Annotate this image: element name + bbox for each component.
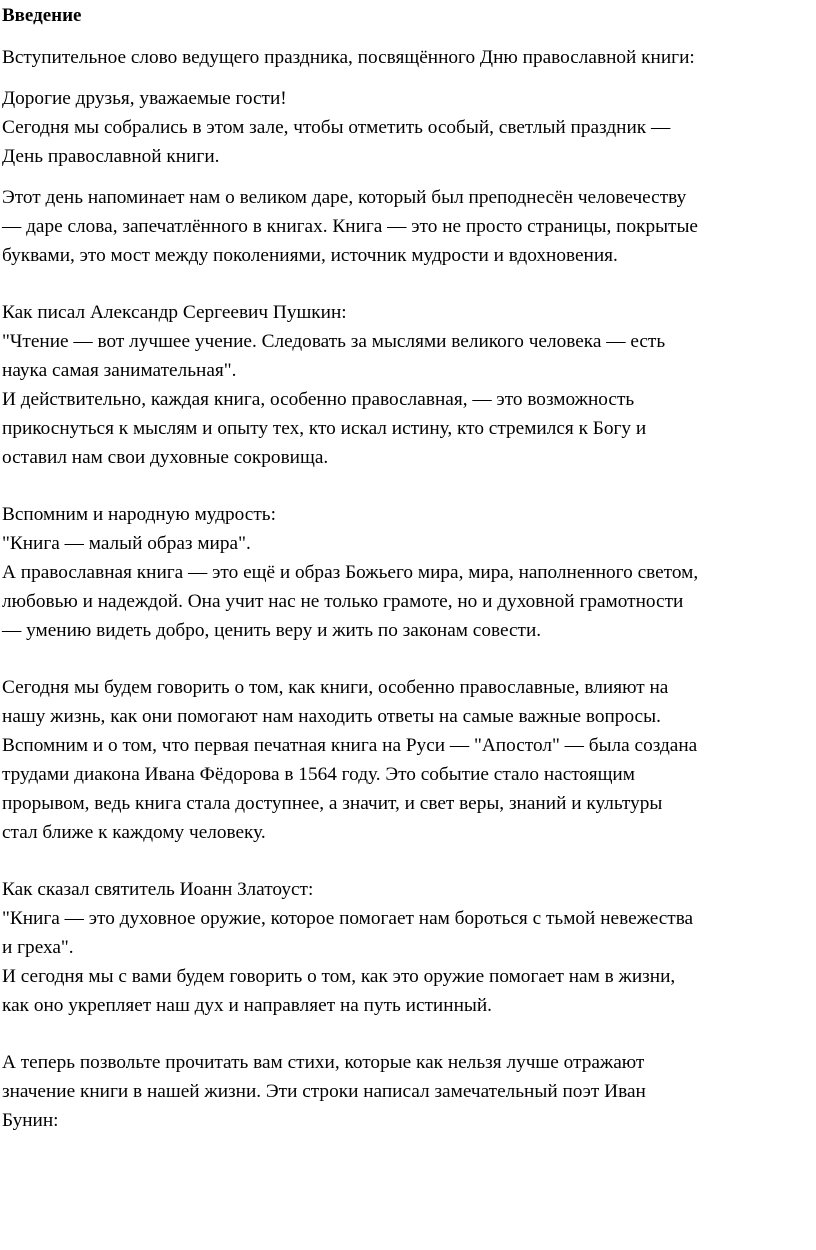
text-line: значение книги в нашей жизни. Эти строки написал замечательный поэт Иван bbox=[2, 1081, 646, 1102]
text-line: Сегодня мы собрались в этом зале, чтобы отметить особый, светлый праздник — bbox=[2, 117, 671, 138]
text-line: наука самая занимательная". bbox=[2, 360, 237, 381]
folk-wisdom-paragraph bbox=[2, 500, 812, 645]
text-line: Как писал Александр Сергеевич Пушкин: bbox=[2, 302, 347, 323]
gift-paragraph bbox=[2, 183, 812, 270]
chrysostom-paragraph bbox=[2, 875, 812, 1020]
heading: Введение bbox=[2, 5, 82, 26]
spacer bbox=[2, 270, 812, 298]
text-line: Этот день напоминает нам о великом даре, который был преподнесён человечеству bbox=[2, 187, 687, 208]
text-line: Бунин: bbox=[2, 1110, 59, 1131]
text-line: "Чтение — вот лучшее учение. Следовать за мыслями великого человека — есть bbox=[2, 331, 666, 352]
greeting-paragraph bbox=[2, 84, 812, 171]
text-line: — даре слова, запечатлённого в книгах. Книга — это не просто страницы, покрытые bbox=[2, 216, 698, 237]
text-line: буквами, это мост между поколениями, источник мудрости и вдохновения. bbox=[2, 245, 618, 266]
text-line: прикоснуться к мыслям и опыту тех, кто искал истину, кто стремился к Богу и bbox=[2, 418, 647, 439]
spacer bbox=[2, 847, 812, 875]
text-line: А теперь позвольте прочитать вам стихи, которые как нельзя лучше отражают bbox=[2, 1052, 645, 1073]
spacer bbox=[2, 472, 812, 500]
spacer bbox=[2, 171, 812, 183]
spacer bbox=[2, 1020, 812, 1048]
intro-paragraph bbox=[2, 43, 812, 72]
text-line: любовью и надеждой. Она учит нас не только грамоте, но и духовной грамотности bbox=[2, 591, 684, 612]
spacer bbox=[2, 72, 812, 84]
text-line: Как сказал святитель Иоанн Златоуст: bbox=[2, 879, 314, 900]
text-line: нашу жизнь, как они помогают нам находить ответы на самые важные вопросы. bbox=[2, 706, 661, 727]
bunin-paragraph bbox=[2, 1048, 812, 1135]
text-line: Дорогие друзья, уважаемые гости! bbox=[2, 88, 287, 109]
text-line: оставил нам свои духовные сокровища. bbox=[2, 447, 329, 468]
text-line: И сегодня мы с вами будем говорить о том, как это оружие помогает нам в жизни, bbox=[2, 966, 676, 987]
text-line: "Книга — это духовное оружие, которое помогает нам бороться с тьмой невежества bbox=[2, 908, 694, 929]
text-line: трудами диакона Ивана Фёдорова в 1564 году. Это событие стало настоящим bbox=[2, 764, 635, 785]
text-line: "Книга — малый образ мира". bbox=[2, 533, 251, 554]
spacer bbox=[2, 30, 812, 43]
text-line: И действительно, каждая книга, особенно православная, — это возможность bbox=[2, 389, 635, 410]
text-line: и греха". bbox=[2, 937, 74, 958]
text-line: А православная книга — это ещё и образ Божьего мира, мира, наполненного светом, bbox=[2, 562, 699, 583]
text-line: День православной книги. bbox=[2, 146, 220, 167]
text-line: Вспомним и о том, что первая печатная книга на Руси — "Апостол" — была создана bbox=[2, 735, 698, 756]
text-line: — умению видеть добро, ценить веру и жить по законам совести. bbox=[2, 620, 542, 641]
text-line: стал ближе к каждому человеку. bbox=[2, 822, 266, 843]
fedorov-paragraph bbox=[2, 673, 812, 847]
text-line: как оно укрепляет наш дух и направляет на путь истинный. bbox=[2, 995, 492, 1016]
pushkin-paragraph bbox=[2, 298, 812, 472]
text-line: Сегодня мы будем говорить о том, как книги, особенно православные, влияют на bbox=[2, 677, 669, 698]
text-line: Вспомним и народную мудрость: bbox=[2, 504, 276, 525]
spacer bbox=[2, 645, 812, 673]
text-line: прорывом, ведь книга стала доступнее, а значит, и свет веры, знаний и культуры bbox=[2, 793, 663, 814]
text-line: Вступительное слово ведущего праздника, посвящённого Дню православной книги: bbox=[2, 47, 695, 68]
